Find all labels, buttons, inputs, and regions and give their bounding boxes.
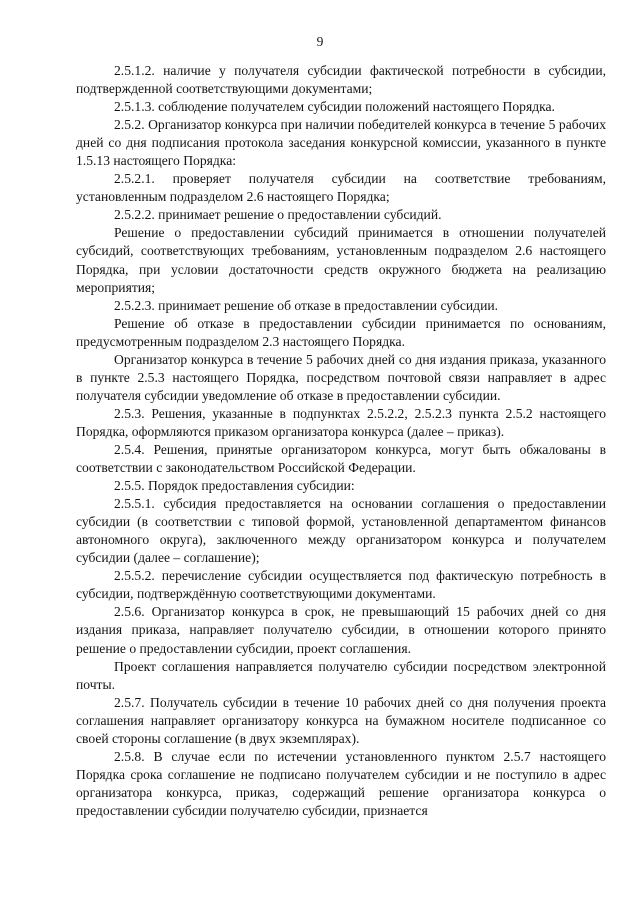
paragraph-decision-grant: Решение о предоставлении субсидий принимается в отношении получателей субсидий, соответствующих требованиям, установленным подразделом 2.6 настоящего Порядка, при условии достаточности средств окружного бюджета на реализацию мероприятия; [76, 225, 606, 295]
document-body [76, 62, 606, 820]
paragraph-2-5-2-3: 2.5.2.3. принимает решение об отказе в предоставлении субсидии. [114, 297, 499, 313]
page-number: 9 [316, 34, 324, 49]
paragraph-2-5-2-2: 2.5.2.2. принимает решение о предоставлении субсидий. [114, 207, 442, 223]
paragraph-2-5-3: 2.5.3. Решения, указанные в подпунктах 2.5.2.2, 2.5.2.3 пункта 2.5.2 настоящего Порядка, оформляются приказом организатора конкурса (далее – приказ). [76, 405, 606, 439]
paragraph-2-5-5-1: 2.5.5.1. субсидия предоставляется на основании соглашения о предоставлении субсидии (в соответствии с типовой формой, установленной департаментом финансов автономного округа), заключенного между организатором конкурса и получателем субсидии (далее – соглашение); [76, 496, 606, 566]
paragraph-agreement-email: Проект соглашения направляется получателю субсидии посредством электронной почты. [76, 658, 606, 692]
paragraph-2-5-7: 2.5.7. Получатель субсидии в течение 10 рабочих дней со дня получения проекта соглашения направляет организатору конкурса на бумажном носителе подписанное со своей стороны соглашение (в двух экземплярах). [76, 694, 606, 746]
paragraph-2-5-8: 2.5.8. В случае если по истечении установленного пунктом 2.5.7 настоящего Порядка срока соглашение не подписано получателем субсидии и не поступило в адрес организатора конкурса, приказ, содержащий решение организатора конкурса о предоставлении субсидии получателю субсидии, признается [76, 748, 606, 818]
paragraph-2-5-1-2: 2.5.1.2. наличие у получателя субсидии фактической потребности в субсидии, подтвержденной соответствующими документами; [76, 63, 606, 97]
paragraph-refusal-notice: Организатор конкурса в течение 5 рабочих дней со дня издания приказа, указанного в пункте 2.5.3 настоящего Порядка, посредством почтовой связи направляет в адрес получателя субсидии уведомление об отказе в предоставлении субсидии. [76, 351, 606, 403]
paragraph-2-5-1-3: 2.5.1.3. соблюдение получателем субсидии положений настоящего Порядка. [114, 99, 555, 115]
paragraph-2-5-2: 2.5.2. Организатор конкурса при наличии победителей конкурса в течение 5 рабочих дней со дня подписания протокола заседания конкурсной комиссии, указанного в пункте 1.5.13 настоящего Порядка: [76, 117, 606, 169]
paragraph-2-5-5-2: 2.5.5.2. перечисление субсидии осуществляется под фактическую потребность в субсидии, подтверждённую соответствующими документами. [76, 568, 606, 602]
paragraph-2-5-4: 2.5.4. Решения, принятые организатором конкурса, могут быть обжалованы в соответствии с законодательством Российской Федерации. [76, 441, 606, 476]
paragraph-2-5-2-1: 2.5.2.1. проверяет получателя субсидии на соответствие требованиям, установленным подразделом 2.6 настоящего Порядка; [76, 171, 606, 205]
paragraph-2-5-5: 2.5.5. Порядок предоставления субсидии: [114, 478, 355, 494]
paragraph-2-5-6: 2.5.6. Организатор конкурса в срок, не превышающий 15 рабочих дней со дня издания приказа, направляет получателю субсидии, в отношении которого принято решение о предоставлении субсидии, проект соглашения. [76, 604, 606, 656]
paragraph-decision-refusal: Решение об отказе в предоставлении субсидии принимается по основаниям, предусмотренным подразделом 2.3 настоящего Порядка. [76, 315, 606, 349]
